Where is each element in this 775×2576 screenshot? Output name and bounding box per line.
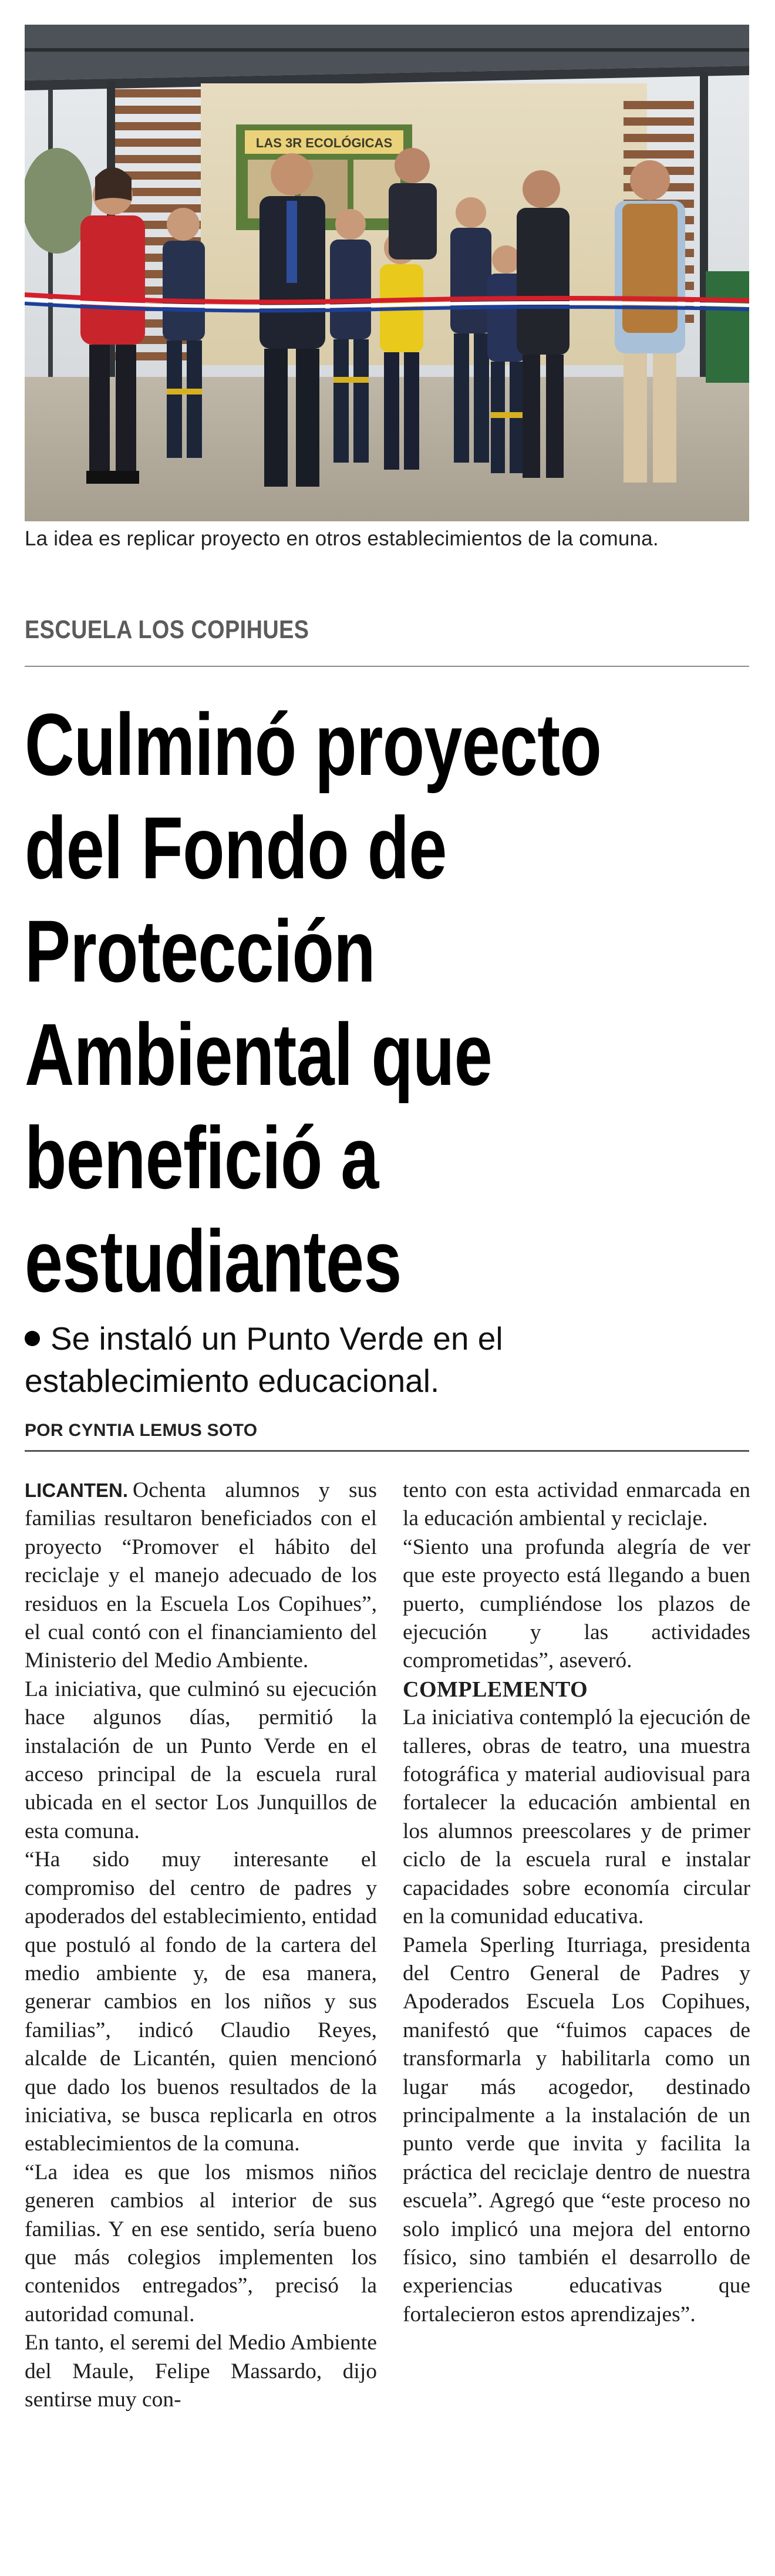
dateline: LICANTEN. <box>25 1479 128 1501</box>
body-paragraph <box>25 1476 377 1675</box>
section-subhead: COMPLEMENTO <box>403 1677 588 1702</box>
body-paragraph: En tanto, el seremi del Medio Ambiente del Maule, Felipe Massardo, dijo sentirse muy con- <box>25 2331 377 2412</box>
headline-line: Culminó proyecto <box>25 695 602 794</box>
headline-line: Protección <box>25 902 375 1000</box>
article-photo <box>25 25 749 521</box>
subtitle-text: Se instaló un Punto Verde en el establecimiento educacional. <box>25 1320 503 1399</box>
body-paragraph: La iniciativa, que culminó su ejecución hace algunos días, permitió la instalación de un Punto Verde en el acceso principal de la escuela rural ubicada en el sector Los Junquillos de esta comuna. <box>25 1677 377 1843</box>
body-column-right <box>403 1476 750 2329</box>
byline: POR CYNTIA LEMUS SOTO <box>25 1421 258 1440</box>
section-kicker: ESCUELA LOS COPIHUES <box>25 615 309 644</box>
ribbon-cutting-photo <box>25 25 749 521</box>
paragraph-text: Ochenta alumnos y sus familias resultaron beneficiados con el proyecto “Promover el hábito del reciclaje y el manejo adecuado de los residuos en la Escuela Los Copihues”, el cual contó con el financiamiento del Ministerio del Medio Ambiente. <box>25 1478 377 1673</box>
body-paragraph: tento con esta actividad enmarcada en la educación ambiental y reciclaje. <box>403 1478 750 1531</box>
body-paragraph: “La idea es que los mismos niños generen cambios al interior de sus familias. Y en ese sentido, sería bueno que más colegios implementen los contenidos entregados”, precisó la autoridad comunal. <box>25 2160 377 2327</box>
person-man-back <box>389 148 437 259</box>
headline-line: del Fondo de <box>25 798 447 897</box>
headline-line: Ambiental que <box>25 1005 492 1104</box>
body-column-left <box>25 1476 377 2414</box>
kicker-divider <box>25 666 749 667</box>
byline-divider <box>25 1450 749 1452</box>
sign-text: LAS 3R ECOLÓGICAS <box>255 136 393 150</box>
body-paragraph: Pamela Sperling Iturriaga, presidenta del Centro General de Padres y Apoderados Escuela Los Copihues, manifestó que “fuimos capaces de transformarla y habilitarla como un lugar más acogedor, destinado principalmente a la instalación de un punto verde que invita y facilita la práctica del reciclaje dentro de nuestra escuela”. Agregó que “este proceso no solo implicó una mejora del entorno físico, sino también el desarrollo de experiencias educativas que fortalecieron estos aprendizajes”. <box>403 1933 750 2327</box>
photo-caption: La idea es replicar proyecto en otros establecimientos de la comuna. <box>25 527 659 550</box>
headline-line: benefició a <box>25 1108 379 1207</box>
headline-line: estudiantes <box>25 1212 402 1310</box>
body-paragraph: La iniciativa contempló la ejecución de talleres, obras de teatro, una muestra fotográfica y material audiovisual para fortalecer la educación ambiental en los alumnos preescolares y de primer ciclo de la escuela rural e instalar capacidades sobre economía circular en la comunidad educativa. <box>403 1705 750 1929</box>
article-headline <box>25 693 620 1313</box>
article-subtitle <box>25 1317 729 1402</box>
body-paragraph: “Siento una profunda alegría de ver que este proyecto está llegando a buen puerto, cumpliéndose los plazos de ejecución y las actividades comprometidas”, aseveró. <box>403 1535 750 1673</box>
bullet-icon <box>25 1331 40 1346</box>
body-paragraph: “Ha sido muy interesante el compromiso del centro de padres y apoderados del establecimiento, entidad que postuló al fondo de la cartera del medio ambiente y, de esa manera, generar cambios en los niños y sus familias”, indicó Claudio Reyes, alcalde de Licantén, quien mencionó que dado los buenos resultados de la iniciativa, se busca replicarla en otros establecimientos de la comuna. <box>25 1847 377 2156</box>
